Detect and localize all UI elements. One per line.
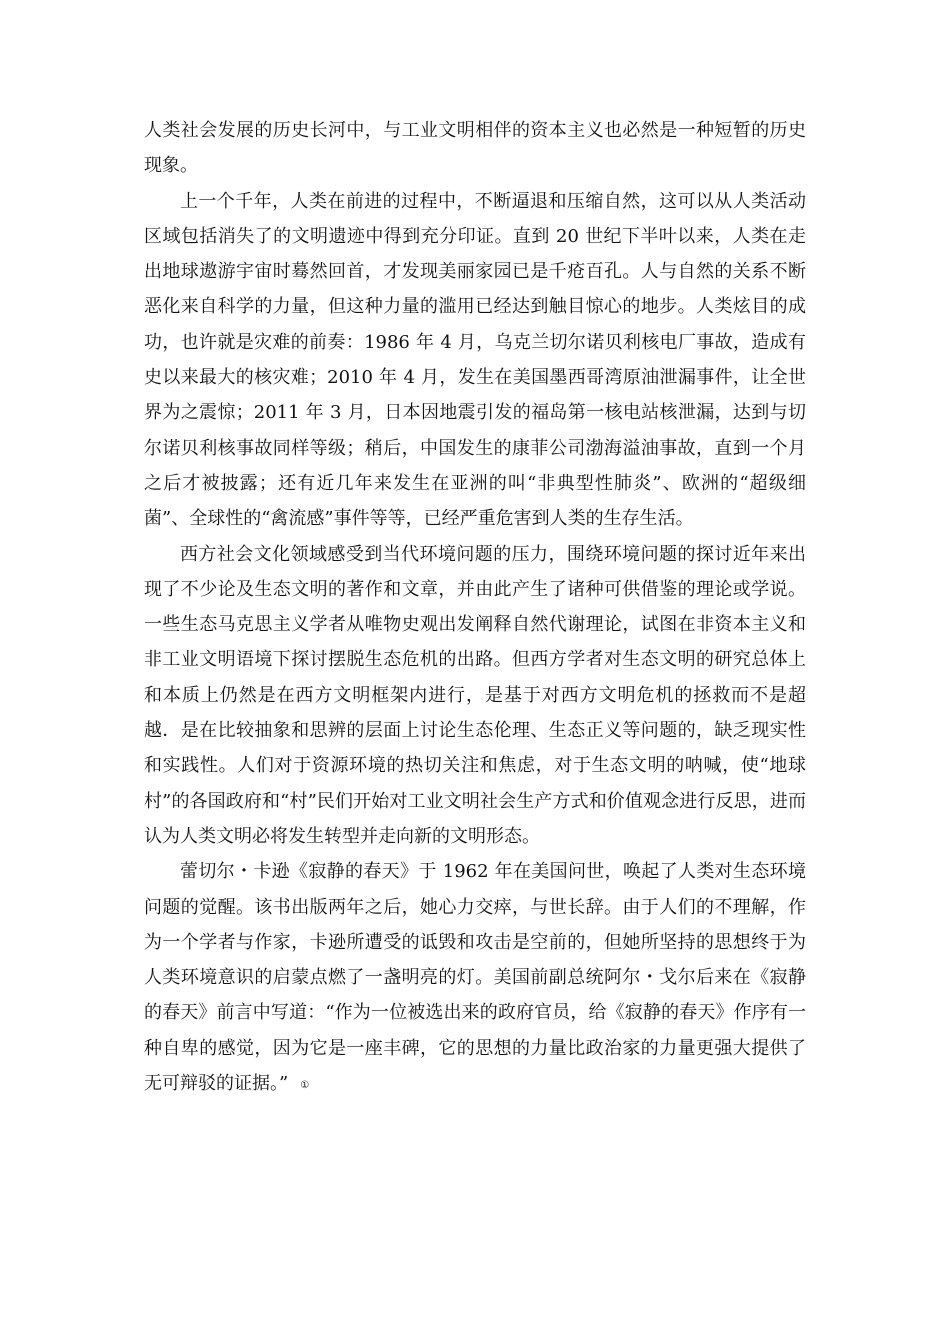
- paragraph-continued: 人类社会发展的历史长河中，与工业文明相伴的资本主义也必然是一种短暂的历史现象。: [144, 120, 806, 177]
- footnote-marker[interactable]: ①: [300, 1080, 310, 1092]
- document-body: [144, 113, 806, 1103]
- paragraph-silent-spring-text: 蕾切尔・卡逊《寂静的春天》于 1962 年在美国问世，唤起了人类对生态环境问题的觉醒。该书出版两年之后，她心力交瘁，与世长辞。由于人们的不理解，作为一个学者与作家，卡逊所遭受的诋毁和攻击是空前的，但她所坚持的思想终于为人类环境意识的启蒙点燃了一盏明亮的灯。美国前副总统阿尔・戈尔后来在《寂静的春天》前言中写道：“作为一位被选出来的政府官员，给《寂静的春天》作序有一种自卑的感觉，因为它是一座丰碑，它的思想的力量比政治家的力量更强大提供了无可辩驳的证据。”: [144, 861, 806, 1095]
- paragraph-millennium: 上一个千年，人类在前进的过程中，不断逼退和压缩自然，这可以从人类活动区域包括消失了的文明遗迹中得到充分印证。直到 20 世纪下半叶以来，人类在走出地球遨游宇宙时蓦然回首，才发现美丽家园已是千疮百孔。人与自然的关系不断恶化来自科学的力量，但这种力量的滥用已经达到触目惊心的地步。人类炫目的成功，也许就是灾难的前奏：1986 年 4 月，乌克兰切尔诺贝利核电厂事故，造成有史以来最大的核灾难；2010 年 4 月，发生在美国墨西哥湾原油泄漏事件，让全世界为之震惊；2011 年 3 月，日本因地震引发的福岛第一核电站核泄漏，达到与切尔诺贝利核事故同样等级；稍后，中国发生的康菲公司渤海溢油事故，直到一个月之后才被披露；还有近几年来发生在亚洲的叫“非典型性肺炎”、欧洲的“超级细菌”、全球性的“禽流感”事件等等，已经严重危害到人类的生存生活。: [144, 190, 806, 530]
- paragraph-silent-spring: [144, 854, 806, 1103]
- paragraph-western-society: 西方社会文化领域感受到当代环境问题的压力，围绕环境问题的探讨近年来出现了不少论及生态文明的著作和文章，并由此产生了诸种可供借鉴的理论或学说。一些生态马克思主义学者从唯物史观出发阐释自然代谢理论，试图在非资本主义和非工业文明语境下探讨摆脱生态危机的出路。但西方学者对生态文明的研究总体上和本质上仍然是在西方文明框架内进行，是基于对西方文明危机的拯救而不是超越．是在比较抽象和思辨的层面上讨论生态伦理、生态正义等问题的，缺乏现实性和实践性。人们对于资源环境的热切关注和焦虑，对于生态文明的呐喊，使“地球村”的各国政府和“村”民们开始对工业文明社会生产方式和价值观念进行反思，进而认为人类文明必将发生转型并走向新的文明形态。: [144, 543, 806, 847]
